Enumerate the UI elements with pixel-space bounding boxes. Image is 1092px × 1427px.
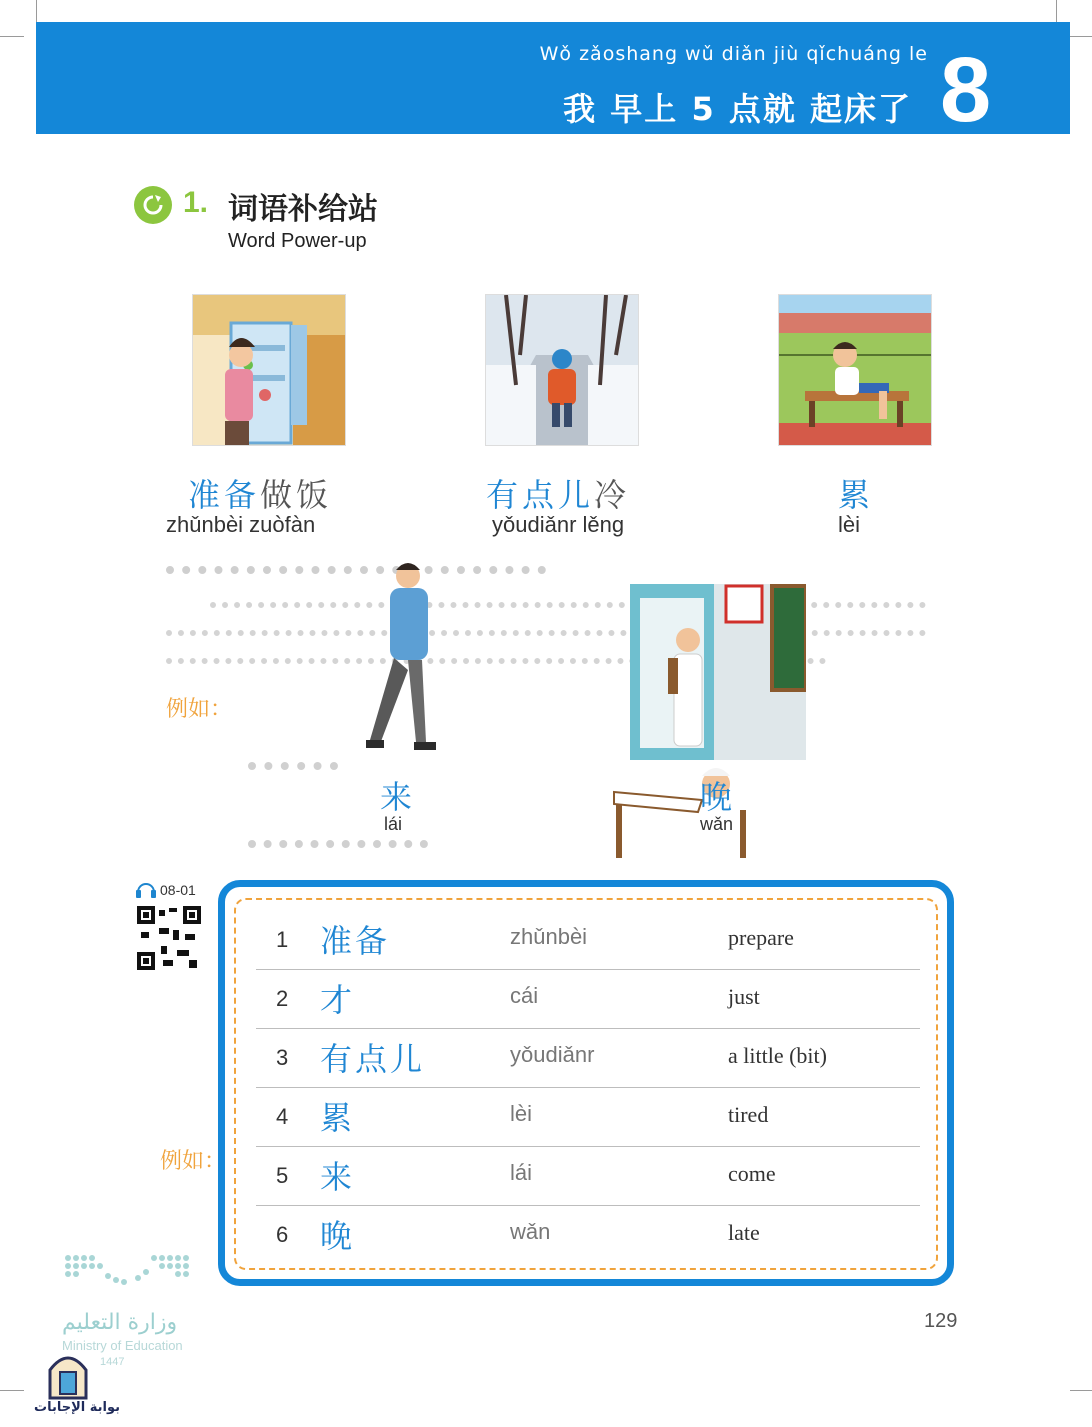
refresh-icon — [134, 186, 172, 224]
crop-mark — [1070, 1390, 1092, 1391]
ministry-logo — [62, 1252, 198, 1296]
vocab-english: come — [728, 1161, 776, 1186]
vocab-pinyin: cái — [510, 983, 539, 1008]
vocab-hanzi: 晚 — [320, 1217, 356, 1255]
page-number: 129 — [924, 1310, 958, 1332]
picture-cooking — [192, 294, 346, 446]
vocab-english: a little (bit) — [728, 1043, 827, 1068]
vocab-pinyin: zhǔnbèi — [510, 924, 588, 949]
faded-text-line — [166, 620, 926, 636]
audio-track-label: 08-01 — [160, 882, 196, 898]
lesson-header-band — [36, 22, 1070, 141]
ministry-name-arabic: وزارة التعليم — [62, 1310, 178, 1335]
vocab-english: just — [728, 984, 760, 1009]
vocab-number: 4 — [276, 1104, 289, 1129]
picture-pinyin-3: lèi — [838, 512, 861, 537]
vocab-number: 5 — [276, 1163, 289, 1188]
example-word-1: 来 — [380, 778, 417, 816]
vocab-row — [256, 1028, 920, 1088]
vocab-english: tired — [728, 1102, 769, 1127]
picture-word-3: 累 — [838, 476, 875, 514]
picture-pinyin-1: zhǔnbèi zuòfàn — [166, 512, 316, 537]
lesson-number: 8 — [940, 39, 992, 141]
illustration-desk — [612, 760, 762, 858]
picture-word-1: 准备做饭 — [188, 476, 333, 514]
vocab-english: late — [728, 1220, 760, 1245]
vocab-english: prepare — [728, 925, 794, 950]
headphones-icon[interactable] — [136, 880, 156, 898]
vocab-number: 3 — [276, 1045, 289, 1070]
vocab-hanzi: 才 — [320, 981, 356, 1019]
ministry-year: 1447 — [100, 1356, 125, 1368]
example-pinyin-2: wǎn — [700, 814, 734, 834]
vocab-pinyin: lèi — [510, 1101, 533, 1126]
example-label: 例如： — [166, 697, 233, 722]
crop-mark — [1056, 0, 1057, 22]
vocab-number: 2 — [276, 986, 289, 1011]
vocab-row — [256, 969, 920, 1029]
example-pinyin-1: lái — [384, 814, 403, 834]
vocab-number: 6 — [276, 1222, 289, 1247]
example-label-secondary: 例如： — [160, 1149, 227, 1174]
vocab-number: 1 — [276, 927, 289, 952]
section-title: 词语补给站 — [228, 192, 378, 227]
vocab-row — [256, 1205, 920, 1264]
vocab-pinyin: yǒudiǎnr — [510, 1042, 595, 1067]
vocab-hanzi: 累 — [320, 1099, 356, 1137]
illustration-classroom-door — [630, 584, 806, 760]
vocab-hanzi: 准备 — [320, 922, 391, 960]
faded-text-line — [210, 592, 926, 608]
crop-mark — [36, 0, 37, 22]
faded-text-line — [248, 752, 338, 770]
picture-pinyin-2: yǒudiǎnr lěng — [492, 512, 625, 537]
ministry-name-english: Ministry of Education — [62, 1338, 183, 1353]
site-logo — [46, 1350, 90, 1400]
vocab-row — [256, 910, 920, 970]
vocab-pinyin: lái — [510, 1160, 533, 1185]
vocab-row — [256, 1146, 920, 1206]
lesson-title-pinyin: Wǒ zǎoshang wǔ diǎn jiù qǐchuáng le — [539, 43, 928, 65]
lesson-title: 我 早上 5 点就 起床了 — [563, 90, 912, 128]
vocab-row — [256, 1087, 920, 1147]
crop-mark — [1070, 36, 1092, 37]
example-word-2: 晚 — [700, 778, 737, 816]
vocab-hanzi: 有点儿 — [320, 1040, 426, 1078]
vocab-pinyin: wǎn — [510, 1219, 551, 1244]
section-subtitle: Word Power-up — [228, 230, 367, 252]
crop-mark — [0, 1390, 24, 1391]
section-number: 1. — [183, 186, 209, 219]
site-name[interactable]: بوابة الإجابات — [34, 1400, 120, 1415]
qr-code[interactable] — [137, 906, 201, 970]
picture-cold — [485, 294, 639, 446]
crop-mark — [0, 36, 24, 37]
picture-word-2: 有点儿冷 — [486, 476, 631, 514]
vocab-hanzi: 来 — [320, 1158, 356, 1196]
illustration-walking-man — [350, 560, 450, 756]
picture-tired — [778, 294, 932, 446]
